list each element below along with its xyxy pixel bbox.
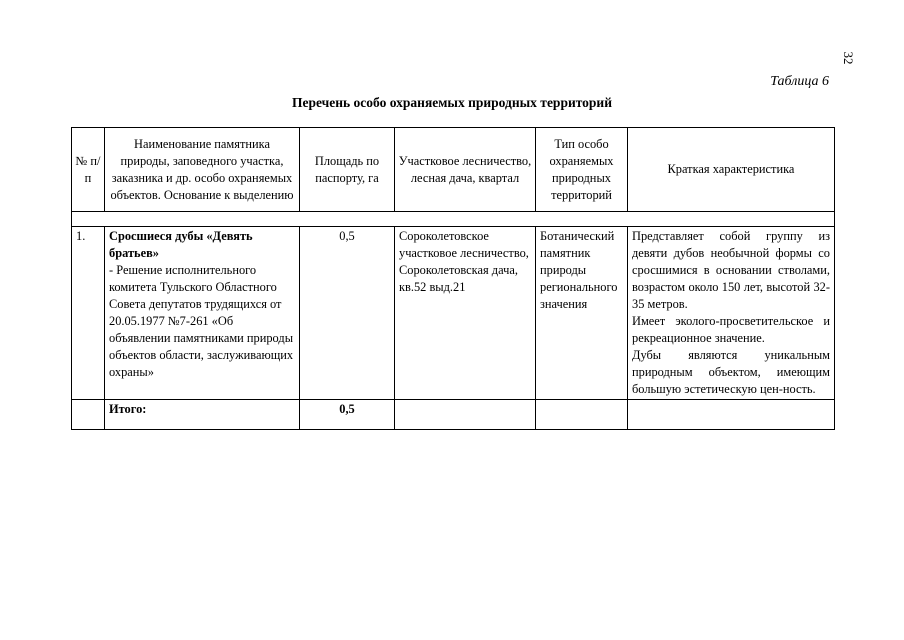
total-label: Итого: (105, 400, 300, 430)
header-area: Площадь по паспорту, га (300, 128, 395, 212)
cell-forestry: Сороколетовское участковое лесничество, Сороколетовская дача, кв.52 выд.21 (395, 227, 536, 400)
cell-type: Ботанический памятник природы регионального значения (536, 227, 628, 400)
page-title: Перечень особо охраняемых природных территорий (292, 95, 612, 110)
page-number: 32 (841, 51, 856, 65)
table-spacer-row (72, 212, 835, 227)
table-header-row (72, 128, 835, 212)
total-row (72, 400, 835, 430)
description-paragraph: Имеет эколого-просветительское и рекреационное значение. (632, 314, 830, 345)
total-empty-cell (395, 400, 536, 430)
description-paragraph: Дубы являются уникальным природным объектом, имеющим большую эстетическую цен-ность. (632, 348, 830, 396)
description-paragraph: Представляет собой группу из девяти дубов необычной формы со сросшимися в основании стволами, возрастом около 150 лет, высотой 32-35 метров. (632, 229, 830, 311)
header-forestry: Участковое лесничество, лесная дача, квартал (395, 128, 536, 212)
cell-num: 1. (72, 227, 105, 400)
protected-areas-table (71, 127, 835, 430)
header-name: Наименование памятника природы, заповедного участка, заказника и др. особо охраняемых объектов. Основание к выделению (105, 128, 300, 212)
object-name: Сросшиеся дубы «Девять братьев» (109, 229, 253, 260)
table-row (72, 227, 835, 400)
header-type: Тип особо охраняемых природных территорий (536, 128, 628, 212)
total-area: 0,5 (300, 400, 395, 430)
cell-area: 0,5 (300, 227, 395, 400)
header-num: № п/п (72, 128, 105, 212)
cell-name (105, 227, 300, 400)
spacer-cell (72, 212, 835, 227)
total-empty-cell (72, 400, 105, 430)
table-label: Таблица 6 (770, 74, 829, 89)
header-description: Краткая характеристика (628, 128, 835, 212)
cell-description (628, 227, 835, 400)
object-basis: - Решение исполнительного комитета Тульского Областного Совета депутатов трудящихся от 20.05.1977 №7-261 «Об объявлении памятниками природы объектов области, заслуживающих охраны» (109, 263, 294, 379)
total-empty-cell (628, 400, 835, 430)
total-empty-cell (536, 400, 628, 430)
